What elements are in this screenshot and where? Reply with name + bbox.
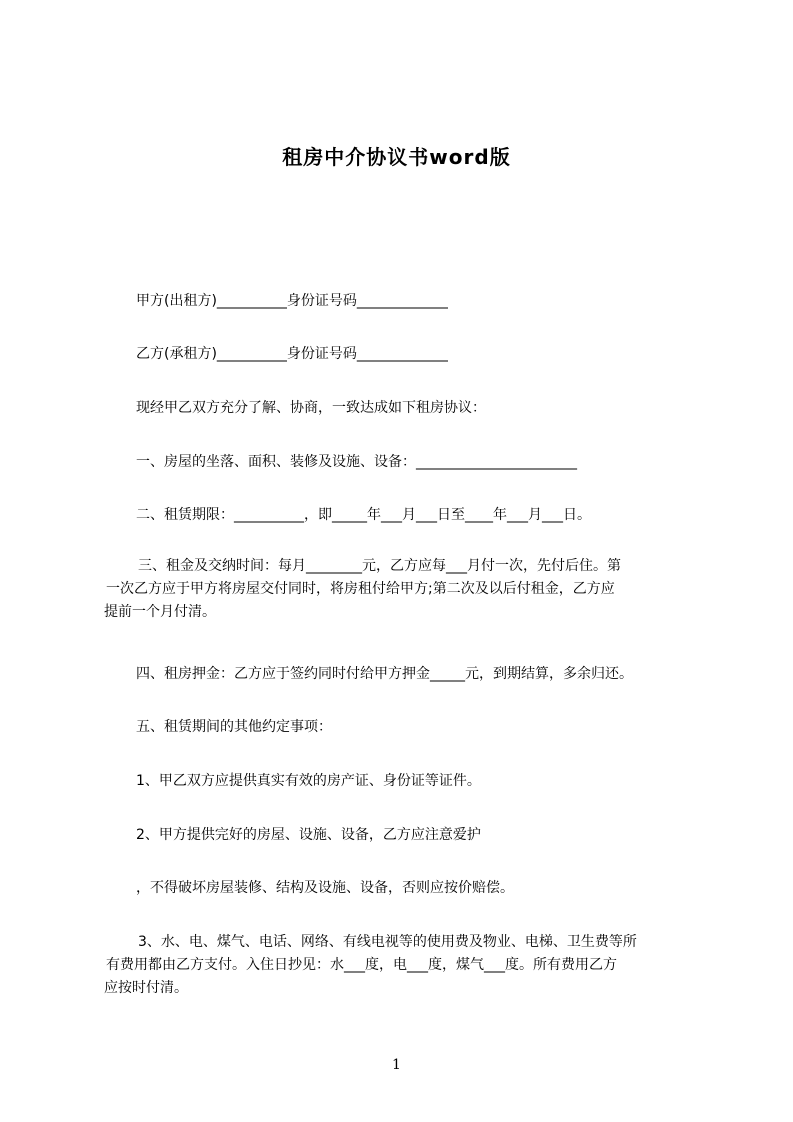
party-b-line: 乙方(承租方)__________身份证号码_____________ [136, 346, 448, 362]
item-3-line-2: 有费用都由乙方支付。入住日抄见：水___度，电___度，煤气___度。所有费用乙方 [106, 957, 617, 973]
clause-3-line-1: 三、租金及交纳时间：每月________元，乙方应每___月付一次，先付后住。第 [138, 558, 621, 574]
item-3-utilities [104, 931, 704, 1000]
clause-3-rent-payment [104, 555, 704, 624]
item-3-line-1: 3、水、电、煤气、电话、网络、有线电视等的使用费及物业、电梯、卫生费等所 [138, 934, 637, 950]
clause-2-lease-term: 二、租赁期限：__________，即_____年___月___日至____年___月___日。 [136, 507, 591, 523]
clause-3-line-3: 提前一个月付清。 [104, 604, 216, 620]
clause-4-deposit: 四、租房押金：乙方应于签约同时付给甲方押金_____元，到期结算，多余归还。 [136, 666, 633, 682]
item-2-continuation: ，不得破坏房屋装修、结构及设施、设备，否则应按价赔偿。 [136, 880, 514, 896]
item-2-facilities: 2、甲方提供完好的房屋、设施、设备，乙方应注意爱护 [136, 827, 481, 843]
item-3-line-3: 应按时付清。 [104, 980, 188, 996]
party-a-line: 甲方(出租方)__________身份证号码_____________ [136, 293, 448, 309]
clause-5-heading: 五、租赁期间的其他约定事项： [136, 719, 332, 735]
clause-3-line-2: 一次乙方应于甲方将房屋交付同时，将房租付给甲方;第二次及以后付租金，乙方应 [106, 581, 615, 597]
page-number: 1 [392, 1057, 401, 1073]
document-title: 租房中介协议书word版 [282, 145, 511, 169]
clause-1-property-location: 一、房屋的坐落、面积、装修及设施、设备：_______________________ [136, 454, 577, 470]
intro-paragraph: 现经甲乙双方充分了解、协商，一致达成如下租房协议： [136, 400, 486, 416]
item-1-documents: 1、甲乙双方应提供真实有效的房产证、身份证等证件。 [136, 773, 481, 789]
